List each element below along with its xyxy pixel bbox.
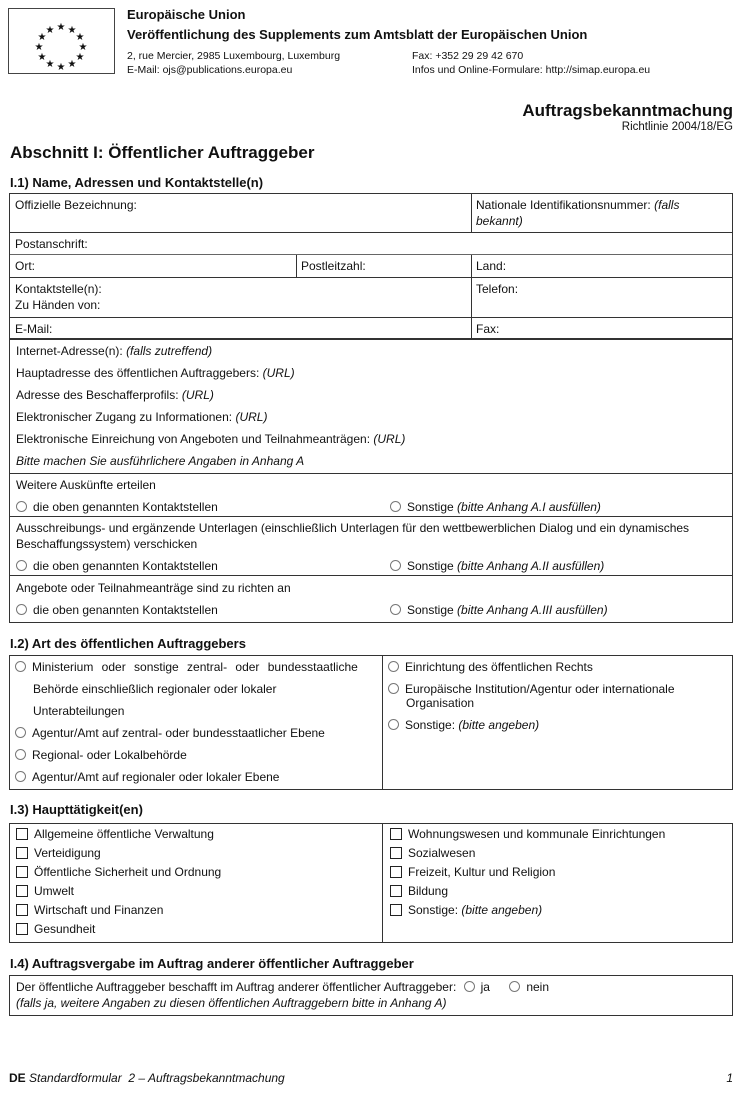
phone-field[interactable] bbox=[471, 278, 732, 317]
country-label: Land: bbox=[476, 259, 507, 273]
eu-flag-stars-icon bbox=[9, 9, 114, 73]
url-hint: (URL) bbox=[181, 388, 214, 402]
option-label: Sonstige: bbox=[408, 903, 459, 917]
checkbox-icon[interactable] bbox=[390, 885, 402, 897]
checkbox-icon[interactable] bbox=[16, 923, 28, 935]
svg-text:★: ★ bbox=[45, 59, 55, 70]
row-contact bbox=[10, 278, 732, 318]
svg-text:★: ★ bbox=[56, 62, 66, 73]
option-label: Agentur/Amt auf zentral- oder bundesstaatlicher Ebene bbox=[32, 726, 325, 740]
s3-heading: I.3) Haupttätigkeit(en) bbox=[10, 802, 143, 817]
s1-heading: I.1) Name, Adressen und Kontaktstelle(n) bbox=[10, 175, 264, 190]
s3-activities-box bbox=[9, 823, 733, 943]
header-publication: Veröffentlichung des Supplements zum Amtsblatt der Europäischen Union bbox=[127, 27, 588, 42]
activity-general-checkbox[interactable] bbox=[16, 827, 214, 841]
option-label: Sonstige bbox=[407, 500, 454, 514]
radio-icon[interactable] bbox=[388, 719, 399, 730]
option-hint: (bitte angeben) bbox=[458, 718, 540, 732]
header-infos[interactable]: Infos und Online-Formulare: http://simap.europa.eu bbox=[412, 64, 651, 76]
electronic-submission-line[interactable] bbox=[16, 432, 405, 446]
radio-icon[interactable] bbox=[16, 604, 27, 615]
type-eu-institution-cont: Organisation bbox=[406, 696, 475, 710]
postcode-label: Postleitzahl: bbox=[301, 259, 366, 273]
internet-line[interactable] bbox=[16, 344, 212, 358]
type-ministry-cont: Behörde einschließlich regionaler oder lokaler bbox=[33, 682, 277, 696]
radio-icon[interactable] bbox=[509, 981, 520, 992]
further-info-other-option[interactable] bbox=[390, 500, 601, 514]
option-label: Freizeit, Kultur und Religion bbox=[408, 865, 556, 879]
s2-heading: I.2) Art des öffentlichen Auftraggebers bbox=[10, 636, 246, 651]
option-label: ja bbox=[480, 980, 490, 994]
row-email bbox=[10, 318, 732, 339]
checkbox-icon[interactable] bbox=[390, 866, 402, 878]
url-hint: (URL) bbox=[373, 432, 406, 446]
option-label: Wohnungswesen und kommunale Einrichtungen bbox=[408, 827, 666, 841]
activity-health-checkbox[interactable] bbox=[16, 922, 95, 936]
buyer-profile-label: Adresse des Beschafferprofils: bbox=[16, 388, 179, 402]
electronic-access-label: Elektronischer Zugang zu Informationen: bbox=[16, 410, 233, 424]
type-ministry-cont2: Unterabteilungen bbox=[33, 704, 125, 718]
footer-lang: DE bbox=[9, 1071, 26, 1085]
checkbox-icon[interactable] bbox=[16, 904, 28, 916]
radio-icon[interactable] bbox=[16, 501, 27, 512]
type-central-agency-option[interactable] bbox=[15, 726, 325, 740]
checkbox-icon[interactable] bbox=[16, 828, 28, 840]
svg-text:★: ★ bbox=[37, 52, 47, 63]
radio-icon[interactable] bbox=[15, 661, 26, 672]
postcode-field[interactable] bbox=[296, 255, 471, 277]
s4-no-option[interactable] bbox=[509, 980, 549, 994]
header-fax: Fax: +352 29 29 42 670 bbox=[412, 50, 524, 62]
radio-icon[interactable] bbox=[16, 560, 27, 571]
contact-points-label: Kontaktstelle(n): bbox=[15, 282, 102, 296]
main-address-label: Hauptadresse des öffentlichen Auftraggebers: bbox=[16, 366, 260, 380]
row-postal-address bbox=[10, 233, 732, 255]
national-id-hint2: bekannt) bbox=[476, 214, 523, 228]
documents-label-2: Beschaffungssystem) verschicken bbox=[16, 537, 198, 551]
s2-authority-type-box bbox=[9, 655, 733, 790]
city-label: Ort: bbox=[15, 259, 35, 273]
s1-internet-box bbox=[9, 340, 733, 623]
annex-note: Bitte machen Sie ausführlichere Angaben in Anhang A bbox=[16, 454, 305, 468]
type-ministry-option[interactable] bbox=[15, 660, 358, 674]
national-id-field[interactable] bbox=[471, 194, 732, 232]
footer bbox=[9, 1071, 285, 1085]
radio-icon[interactable] bbox=[15, 771, 26, 782]
svg-text:★: ★ bbox=[34, 42, 44, 53]
checkbox-icon[interactable] bbox=[16, 885, 28, 897]
s4-box bbox=[9, 975, 733, 1016]
fax-field[interactable] bbox=[471, 318, 732, 339]
checkbox-icon[interactable] bbox=[390, 847, 402, 859]
attention-label: Zu Händen von: bbox=[15, 298, 101, 312]
radio-icon[interactable] bbox=[15, 749, 26, 760]
option-label: Agentur/Amt auf regionaler oder lokaler Ebene bbox=[32, 770, 280, 784]
svg-text:★: ★ bbox=[45, 25, 55, 36]
option-label: Bildung bbox=[408, 884, 449, 898]
option-hint: (bitte Anhang A.III ausfüllen) bbox=[457, 603, 608, 617]
activity-recreation-checkbox[interactable] bbox=[390, 865, 555, 879]
option-label: Europäische Institution/Agentur oder internationale bbox=[405, 682, 675, 696]
email-label: E-Mail: bbox=[15, 322, 53, 336]
type-regional-authority-option[interactable] bbox=[15, 748, 187, 762]
internet-hint: (falls zutreffend) bbox=[126, 344, 213, 358]
tenders-other-option[interactable] bbox=[390, 603, 608, 617]
activity-education-checkbox[interactable] bbox=[390, 884, 448, 898]
activity-housing-checkbox[interactable] bbox=[390, 827, 665, 841]
option-label: Gesundheit bbox=[34, 922, 96, 936]
radio-icon[interactable] bbox=[388, 661, 399, 672]
fax-label: Fax: bbox=[476, 322, 500, 336]
svg-text:★: ★ bbox=[78, 42, 88, 53]
s4-yes-option[interactable] bbox=[464, 980, 490, 994]
option-label: Verteidigung bbox=[34, 846, 101, 860]
contact-field[interactable] bbox=[10, 278, 471, 317]
svg-text:★: ★ bbox=[67, 59, 77, 70]
option-label: Sozialwesen bbox=[408, 846, 476, 860]
tenders-above-option[interactable] bbox=[16, 603, 218, 617]
option-label: die oben genannten Kontaktstellen bbox=[33, 559, 218, 573]
documents-above-option[interactable] bbox=[16, 559, 218, 573]
documents-label: Ausschreibungs- und ergänzende Unterlagen (einschließlich Unterlagen für den wettbewerblichen Dialog und ein dynamisches bbox=[16, 521, 690, 535]
svg-text:★: ★ bbox=[75, 52, 85, 63]
option-hint: (bitte Anhang A.II ausfüllen) bbox=[457, 559, 605, 573]
option-hint: (bitte angeben) bbox=[461, 903, 543, 917]
option-label: Regional- oder Lokalbehörde bbox=[32, 748, 187, 762]
option-label: Sonstige bbox=[407, 603, 454, 617]
radio-icon[interactable] bbox=[390, 604, 401, 615]
city-field[interactable] bbox=[10, 255, 296, 277]
option-label: Wirtschaft und Finanzen bbox=[34, 903, 164, 917]
s4-heading: I.4) Auftragsvergabe im Auftrag anderer öffentlicher Auftraggeber bbox=[10, 956, 414, 971]
further-info-above-option[interactable] bbox=[16, 500, 218, 514]
tenders-label: Angebote oder Teilnahmeanträge sind zu richten an bbox=[16, 581, 291, 595]
activity-environment-checkbox[interactable] bbox=[16, 884, 74, 898]
main-address-line[interactable] bbox=[16, 366, 295, 380]
row-city bbox=[10, 255, 732, 278]
type-other-option[interactable] bbox=[388, 718, 539, 732]
official-name-label: Offizielle Bezeichnung: bbox=[15, 198, 137, 212]
radio-icon[interactable] bbox=[464, 981, 475, 992]
activity-defence-checkbox[interactable] bbox=[16, 846, 101, 860]
option-label: Allgemeine öffentliche Verwaltung bbox=[34, 827, 214, 841]
option-label: Sonstige: bbox=[405, 718, 456, 732]
radio-icon[interactable] bbox=[388, 683, 399, 694]
option-label: Sonstige bbox=[407, 559, 454, 573]
internet-label: Internet-Adresse(n): bbox=[16, 344, 123, 358]
option-label: Umwelt bbox=[34, 884, 75, 898]
option-label: die oben genannten Kontaktstellen bbox=[33, 603, 218, 617]
buyer-profile-line[interactable] bbox=[16, 388, 214, 402]
activity-other-checkbox[interactable] bbox=[390, 903, 542, 917]
svg-text:★: ★ bbox=[75, 32, 85, 43]
option-label: nein bbox=[526, 980, 549, 994]
official-name-field[interactable] bbox=[10, 194, 471, 232]
option-label: Öffentliche Sicherheit und Ordnung bbox=[34, 865, 222, 879]
checkbox-icon[interactable] bbox=[16, 866, 28, 878]
section-title: Abschnitt I: Öffentlicher Auftraggeber bbox=[10, 143, 315, 162]
header-email[interactable]: E-Mail: ojs@publications.europa.eu bbox=[127, 64, 293, 76]
option-label: die oben genannten Kontaktstellen bbox=[33, 500, 218, 514]
postal-address-field[interactable] bbox=[10, 233, 732, 254]
s1-contact-table bbox=[9, 193, 733, 340]
document-directive: Richtlinie 2004/18/EG bbox=[621, 121, 733, 133]
activity-economic-checkbox[interactable] bbox=[16, 903, 163, 917]
activity-social-checkbox[interactable] bbox=[390, 846, 475, 860]
national-id-hint: (falls bbox=[654, 198, 680, 212]
country-field[interactable] bbox=[471, 255, 732, 277]
type-regional-agency-option[interactable] bbox=[15, 770, 279, 784]
option-label: Einrichtung des öffentlichen Rechts bbox=[405, 660, 593, 674]
s4-question-label: Der öffentliche Auftraggeber beschafft im Auftrag anderer öffentlicher Auftraggeber: bbox=[16, 980, 457, 994]
s4-question bbox=[16, 980, 549, 994]
radio-icon[interactable] bbox=[390, 501, 401, 512]
eu-logo bbox=[8, 8, 115, 74]
phone-label: Telefon: bbox=[476, 282, 519, 296]
type-public-law-option[interactable] bbox=[388, 660, 593, 674]
s4-note: (falls ja, weitere Angaben zu diesen öffentlichen Auftraggebern bitte in Anhang A) bbox=[16, 996, 447, 1010]
electronic-submission-label: Elektronische Einreichung von Angeboten und Teilnahmeanträgen: bbox=[16, 432, 371, 446]
footer-form: Standardformular 2 – Auftragsbekanntmachung bbox=[29, 1071, 285, 1085]
checkbox-icon[interactable] bbox=[390, 904, 402, 916]
svg-text:★: ★ bbox=[37, 32, 47, 43]
url-hint: (URL) bbox=[235, 410, 268, 424]
checkbox-icon[interactable] bbox=[390, 828, 402, 840]
checkbox-icon[interactable] bbox=[16, 847, 28, 859]
url-hint: (URL) bbox=[262, 366, 295, 380]
page-number: 1 bbox=[726, 1071, 733, 1085]
radio-icon[interactable] bbox=[15, 727, 26, 738]
document-title: Auftragsbekanntmachung bbox=[522, 101, 733, 120]
type-eu-institution-option[interactable] bbox=[388, 682, 675, 696]
national-id-label: Nationale Identifikationsnummer: bbox=[476, 198, 651, 212]
activity-public-order-checkbox[interactable] bbox=[16, 865, 221, 879]
header-org: Europäische Union bbox=[127, 7, 246, 22]
electronic-access-line[interactable] bbox=[16, 410, 267, 424]
radio-icon[interactable] bbox=[390, 560, 401, 571]
email-field[interactable] bbox=[10, 318, 471, 339]
documents-other-option[interactable] bbox=[390, 559, 604, 573]
svg-text:★: ★ bbox=[56, 22, 66, 33]
svg-text:★: ★ bbox=[67, 25, 77, 36]
option-hint: (bitte Anhang A.I ausfüllen) bbox=[457, 500, 601, 514]
option-label: Ministerium oder sonstige zentral- oder bundesstaatliche bbox=[32, 660, 358, 674]
further-info-label: Weitere Auskünfte erteilen bbox=[16, 478, 156, 492]
header-address: 2, rue Mercier, 2985 Luxembourg, Luxemburg bbox=[127, 50, 341, 62]
row-official-name bbox=[10, 194, 732, 233]
postal-address-label: Postanschrift: bbox=[15, 237, 88, 251]
